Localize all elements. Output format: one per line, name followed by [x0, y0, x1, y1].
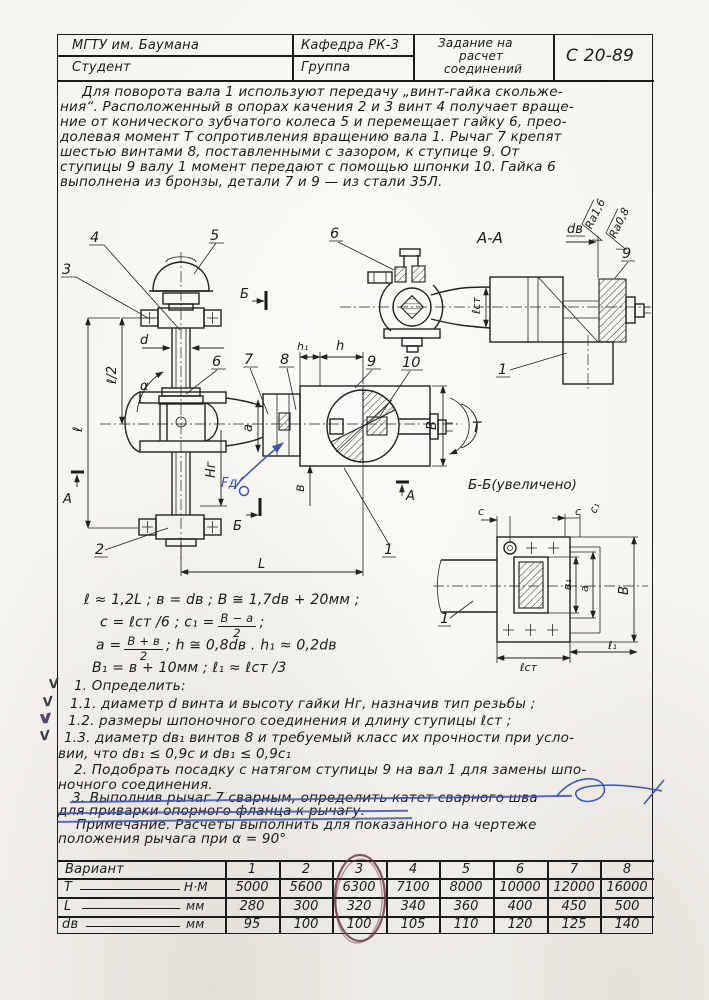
aa-clevis — [368, 249, 443, 352]
section-bb-view — [433, 477, 648, 674]
assignment-title-line3: соединений — [444, 62, 523, 76]
task-item-1-1: 1.1. диаметр d винта и высоту гайки Нг, назначив тип резьбы ; — [70, 696, 536, 712]
svg-text:2: 2 — [95, 542, 105, 558]
task-item-3-line2-struck: для приварки опорного фланца к рычагу. — [58, 803, 366, 819]
formula-line-3 — [96, 636, 337, 662]
aa-hub — [490, 277, 651, 392]
variant-number: 8 — [622, 862, 632, 877]
svg-text:ℓ/2: ℓ/2 — [105, 365, 120, 384]
dim-h1-h — [297, 339, 363, 386]
handwritten-checkmark: V — [38, 728, 52, 745]
lever-fork — [125, 392, 263, 452]
variant-label: Вариант — [65, 862, 125, 877]
header-row-divider — [57, 55, 413, 57]
university-name: МГТУ им. Баумана — [72, 38, 199, 53]
svg-text:А-А: А-А — [477, 229, 503, 247]
svg-text:Ra0,8: Ra0,8 — [606, 205, 633, 241]
dim-a — [241, 400, 258, 452]
svg-text:А: А — [406, 489, 415, 504]
table-value: 400 — [507, 899, 533, 914]
pen-scribble — [552, 772, 672, 820]
svg-text:d: d — [140, 333, 149, 348]
svg-text:8: 8 — [280, 352, 290, 368]
row-name-L: L — [64, 899, 72, 914]
part-label-5 — [194, 228, 224, 274]
group-label: Группа — [301, 60, 351, 75]
intro-line: ние от конического зубчатого колеса 5 и перемещает гайку 6, прео- — [60, 114, 567, 130]
table-value: 105 — [400, 917, 426, 932]
section-mark-b-upper — [240, 287, 266, 310]
dim-d — [140, 333, 224, 348]
row-name-T: Т — [64, 880, 73, 895]
formula-line-1: ℓ ≈ 1,2L ; в = dв ; В ≅ 1,7dв + 20мм ; — [84, 592, 360, 608]
table-value: 12000 — [553, 880, 595, 895]
bb-dim-v1 — [548, 557, 579, 613]
intro-line: долевая момент Т сопротивления вращению вала 1. Рычаг 7 крепят — [60, 129, 562, 145]
formula-line-3-pre: а = — [96, 637, 122, 654]
task-item-2-line2: ночного соединения. — [58, 777, 213, 793]
svg-text:а: а — [241, 424, 256, 432]
note-line1: Примечание. Расчеты выполнить для показанного на чертеже — [76, 817, 537, 833]
variant-number: 6 — [515, 862, 525, 877]
pen-circle-variant-3 — [323, 851, 397, 951]
torque-arrows — [450, 398, 482, 454]
bb-dim-lst — [497, 642, 570, 674]
task-item-3-line1-struck: 3. Выполнив рычаг 7 сварным, определить катет сварного шва — [72, 790, 538, 806]
assignment-title-line1: Задание на — [438, 36, 513, 50]
svg-text:10: 10 — [402, 355, 421, 371]
table-value: 6300 — [342, 880, 376, 895]
svg-text:Нг: Нг — [204, 461, 219, 478]
svg-text:Б: Б — [240, 287, 249, 302]
header-divider-2 — [413, 34, 415, 80]
svg-text:4: 4 — [90, 230, 100, 246]
table-value: 5600 — [289, 880, 323, 895]
svg-text:9: 9 — [367, 354, 377, 370]
svg-text:7: 7 — [244, 352, 254, 368]
formula-line-2-post: ; — [259, 614, 265, 631]
bb-dim-c1 — [587, 501, 603, 515]
svg-text:6: 6 — [212, 354, 222, 370]
intro-line: шестью винтами 8, поставленными с зазором, к ступице 9. От — [60, 144, 520, 160]
svg-text:1: 1 — [440, 611, 450, 627]
table-value: 100 — [346, 917, 372, 932]
row-dash — [80, 889, 180, 890]
row-unit-L: мм — [186, 899, 205, 913]
formula-line-3-post: ; h ≅ 0,8dв . h₁ ≈ 0,2dв — [166, 637, 337, 654]
student-label: Студент — [72, 60, 131, 75]
roughness-mark-2 — [602, 205, 642, 253]
task-item-1: 1. Определить: — [74, 678, 186, 694]
row-dash — [82, 908, 180, 909]
sheet-code: С 20-89 — [566, 46, 635, 66]
section-aa-view — [329, 196, 651, 392]
table-value: 360 — [453, 899, 479, 914]
table-value: 100 — [293, 917, 319, 932]
part-label-9 — [355, 354, 381, 388]
svg-text:h₁: h₁ — [297, 340, 309, 353]
handwritten-checkmark: V — [41, 694, 55, 711]
note-line2: положения рычага при α = 90° — [58, 831, 287, 847]
variant-number: 5 — [461, 862, 471, 877]
task-item-1-3-line1: 1.3. диаметр dв₁ винтов 8 и требуемый класс их прочности при усло- — [64, 730, 575, 746]
table-value: 10000 — [499, 880, 541, 895]
svg-text:с: с — [575, 505, 582, 518]
dim-B-main — [425, 386, 447, 466]
svg-text:Ra1,6: Ra1,6 — [582, 196, 609, 232]
variant-number: 1 — [247, 862, 257, 877]
variant-number: 3 — [354, 862, 364, 877]
bb-dim-l1 — [570, 639, 637, 652]
svg-text:ℓ₁: ℓ₁ — [608, 639, 617, 652]
department-name: Кафедра РК-3 — [301, 38, 400, 53]
svg-text:с: с — [478, 505, 485, 518]
task-item-1-3-line2: вии, что dв₁ ≤ 0,9с и dв₁ ≤ 0,9с₁ — [58, 746, 292, 762]
svg-text:в₁: в₁ — [561, 579, 574, 590]
svg-text:с₁: с₁ — [586, 500, 603, 516]
bb-part-label-1 — [438, 601, 473, 627]
table-value: 340 — [400, 899, 426, 914]
formula-line-4: В₁ = в + 10мм ; ℓ₁ ≈ ℓст /3 — [92, 660, 287, 676]
svg-text:Б-Б(увеличено): Б-Б(увеличено) — [468, 477, 577, 493]
table-value: 500 — [614, 899, 640, 914]
section-mark-a-left — [62, 472, 84, 507]
svg-text:а: а — [578, 585, 591, 592]
handwritten-checkmark: V — [47, 676, 61, 693]
svg-text:Б: Б — [233, 519, 242, 534]
svg-text:ℓст: ℓст — [520, 661, 537, 674]
svg-text:3: 3 — [62, 262, 72, 278]
table-value: 125 — [561, 917, 587, 932]
part-label-1-main — [344, 468, 396, 558]
fraction-b-minus-a: $\frac{В - а}{2}$ — [218, 613, 257, 639]
fraction-b-plus-v: $\frac{В + в}{2}$ — [124, 636, 163, 662]
svg-text:9: 9 — [622, 246, 632, 262]
table-value: 95 — [243, 917, 261, 932]
section-mark-b-lower — [233, 498, 260, 534]
table-value: 7100 — [396, 880, 430, 895]
aa-dim-lst — [470, 288, 486, 327]
dim-L — [181, 470, 363, 576]
row-dash — [86, 926, 180, 927]
lower-bearing — [139, 515, 221, 546]
bevel-gear — [149, 257, 213, 310]
table-value: 300 — [293, 899, 319, 914]
intro-line: Для поворота вала 1 используют передачу „винт-гайка скольже- — [82, 84, 563, 100]
svg-text:dв: dв — [567, 222, 583, 237]
svg-text:α: α — [140, 379, 149, 394]
svg-text:5: 5 — [210, 228, 220, 244]
row-name-dv: dв — [62, 917, 79, 932]
section-mark-a-right — [396, 482, 415, 504]
table-value: 5000 — [235, 880, 269, 895]
svg-text:ℓст: ℓст — [470, 297, 483, 314]
intro-line: ступицы 9 валу 1 момент передают с помощью шпонки 10. Гайка 6 — [60, 159, 556, 175]
dim-l — [71, 318, 138, 528]
aa-part-label-6 — [329, 226, 394, 270]
table-value: 140 — [614, 917, 640, 932]
formula-line-2-pre: с = ℓст /6 ; с₁ = — [100, 614, 215, 631]
table-value: 320 — [346, 899, 372, 914]
table-value: 450 — [561, 899, 587, 914]
fd-annotation — [221, 443, 283, 496]
intro-line: ния“. Расположенный в опорах качения 2 и 3 винт 4 получает враще- — [60, 99, 574, 115]
svg-text:в: в — [293, 484, 308, 492]
part-label-8 — [279, 352, 296, 410]
svg-text:ℓ: ℓ — [71, 426, 86, 432]
svg-text:6: 6 — [330, 226, 340, 242]
task-item-1-2: 1.2. размеры шпоночного соединения и длину ступицы ℓст ; — [68, 713, 512, 729]
row-unit-T: Н·М — [184, 880, 208, 894]
svg-text:1: 1 — [384, 542, 394, 558]
aa-part-label-1 — [496, 353, 567, 378]
part-label-2 — [94, 528, 168, 558]
assignment-title-line2: расчет — [459, 49, 504, 63]
row-unit-dv: мм — [186, 917, 205, 931]
header-bottom-line — [57, 80, 654, 82]
aa-part-label-9 — [615, 246, 635, 278]
task-item-2-line1: 2. Подобрать посадку с натягом ступицы 9 на вал 1 для замены шпо- — [74, 762, 587, 778]
table-value: 16000 — [606, 880, 648, 895]
table-value: 280 — [239, 899, 265, 914]
table-value: 120 — [507, 917, 533, 932]
bb-dim-c-right — [552, 505, 581, 537]
svg-text:1: 1 — [498, 362, 508, 378]
part-label-3 — [61, 262, 148, 318]
svg-text:В: В — [617, 586, 632, 595]
header-divider-3 — [553, 34, 555, 80]
variant-number: 4 — [408, 862, 418, 877]
dim-v — [293, 466, 310, 506]
svg-text:Fд: Fд — [221, 476, 238, 491]
intro-line: выполнена из бронзы, детали 7 и 9 — из стали 35Л. — [60, 174, 443, 190]
svg-text:А: А — [63, 492, 72, 507]
svg-text:L: L — [258, 557, 266, 572]
dim-l-half — [105, 318, 158, 424]
variant-number: 2 — [301, 862, 311, 877]
header-divider-1 — [292, 34, 294, 80]
svg-text:Т: Т — [472, 420, 481, 436]
table-value: 8000 — [449, 880, 483, 895]
svg-text:В: В — [425, 421, 440, 430]
table-value: 110 — [453, 917, 479, 932]
variant-number: 7 — [569, 862, 579, 877]
handwritten-checkmark: V — [38, 711, 52, 728]
part-label-4 — [89, 230, 180, 330]
svg-text:h: h — [336, 339, 345, 354]
